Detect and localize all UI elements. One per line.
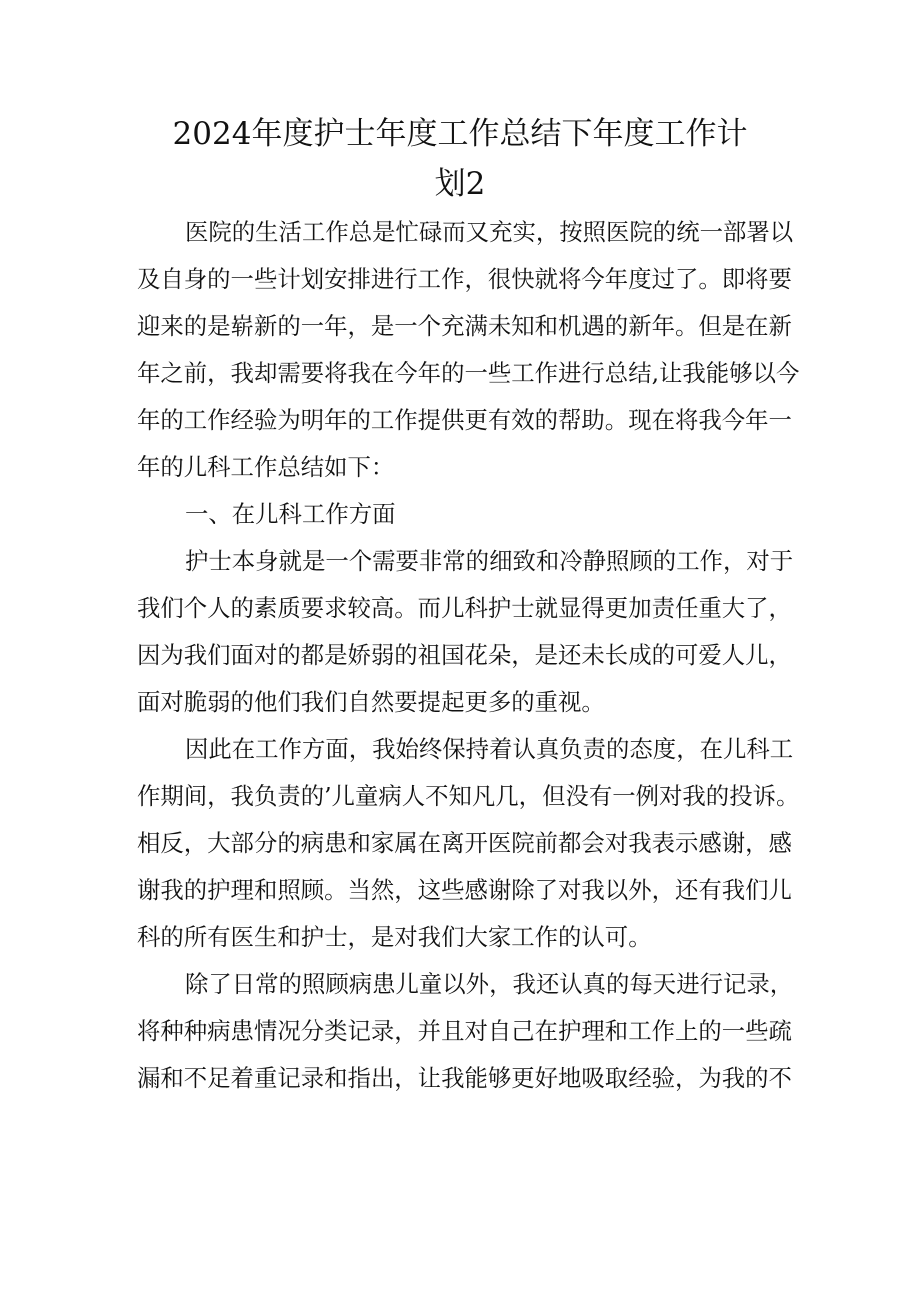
paragraph-1-line-6: 年的儿科工作总结如下：: [137, 453, 395, 481]
paragraph-3-line-2: 作期间，我负责的’儿童病人不知凡几，但没有一例对我的投诉。: [137, 782, 800, 810]
paragraph-3-line-3: 相反，大部分的病患和家属在离开医院前都会对我表示感谢，感: [137, 829, 792, 857]
paragraph-1-line-5: 年的工作经验为明年的工作提供更有效的帮助。现在将我今年一: [137, 406, 792, 434]
paragraph-1-line-2: 及自身的一些计划安排进行工作，很快就将今年度过了。即将要: [137, 265, 792, 293]
paragraph-4-line-3: 漏和不足着重记录和指出，让我能够更好地吸取经验，为我的不: [137, 1064, 792, 1092]
document-title-line-1: 2024年度护士年度工作总结下年度工作计: [172, 116, 748, 152]
section-heading: 一、在儿科工作方面: [185, 500, 396, 528]
paragraph-2-line-2: 我们个人的素质要求较高。而儿科护士就显得更加责任重大了，: [137, 594, 792, 622]
paragraph-4-line-2: 将种种病患情况分类记录，并且对自己在护理和工作上的一些疏: [137, 1017, 792, 1045]
paragraph-1-line-3: 迎来的是崭新的一年，是一个充满未知和机遇的新年。但是在新: [137, 312, 792, 340]
paragraph-1-line-1: 医院的生活工作总是忙碌而又充实，按照医院的统一部署以: [185, 218, 794, 246]
paragraph-4-line-1: 除了日常的照顾病患儿童以外，我还认真的每天进行记录，: [185, 970, 794, 998]
document-title-line-2: 划2: [434, 166, 486, 202]
paragraph-2-line-3: 因为我们面对的都是娇弱的祖国花朵，是还未长成的可爱人儿，: [137, 641, 792, 669]
paragraph-2-line-1: 护士本身就是一个需要非常的细致和冷静照顾的工作，对于: [185, 547, 794, 575]
paragraph-1-line-4: 年之前，我却需要将我在今年的一些工作进行总结,让我能够以今: [137, 359, 800, 387]
paragraph-3-line-4: 谢我的护理和照顾。当然，这些感谢除了对我以外，还有我们儿: [137, 876, 792, 904]
paragraph-3-line-1: 因此在工作方面，我始终保持着认真负责的态度，在儿科工: [185, 735, 794, 763]
paragraph-3-line-5: 科的所有医生和护士，是对我们大家工作的认可。: [137, 923, 652, 951]
paragraph-2-line-4: 面对脆弱的他们我们自然要提起更多的重视。: [137, 688, 605, 716]
